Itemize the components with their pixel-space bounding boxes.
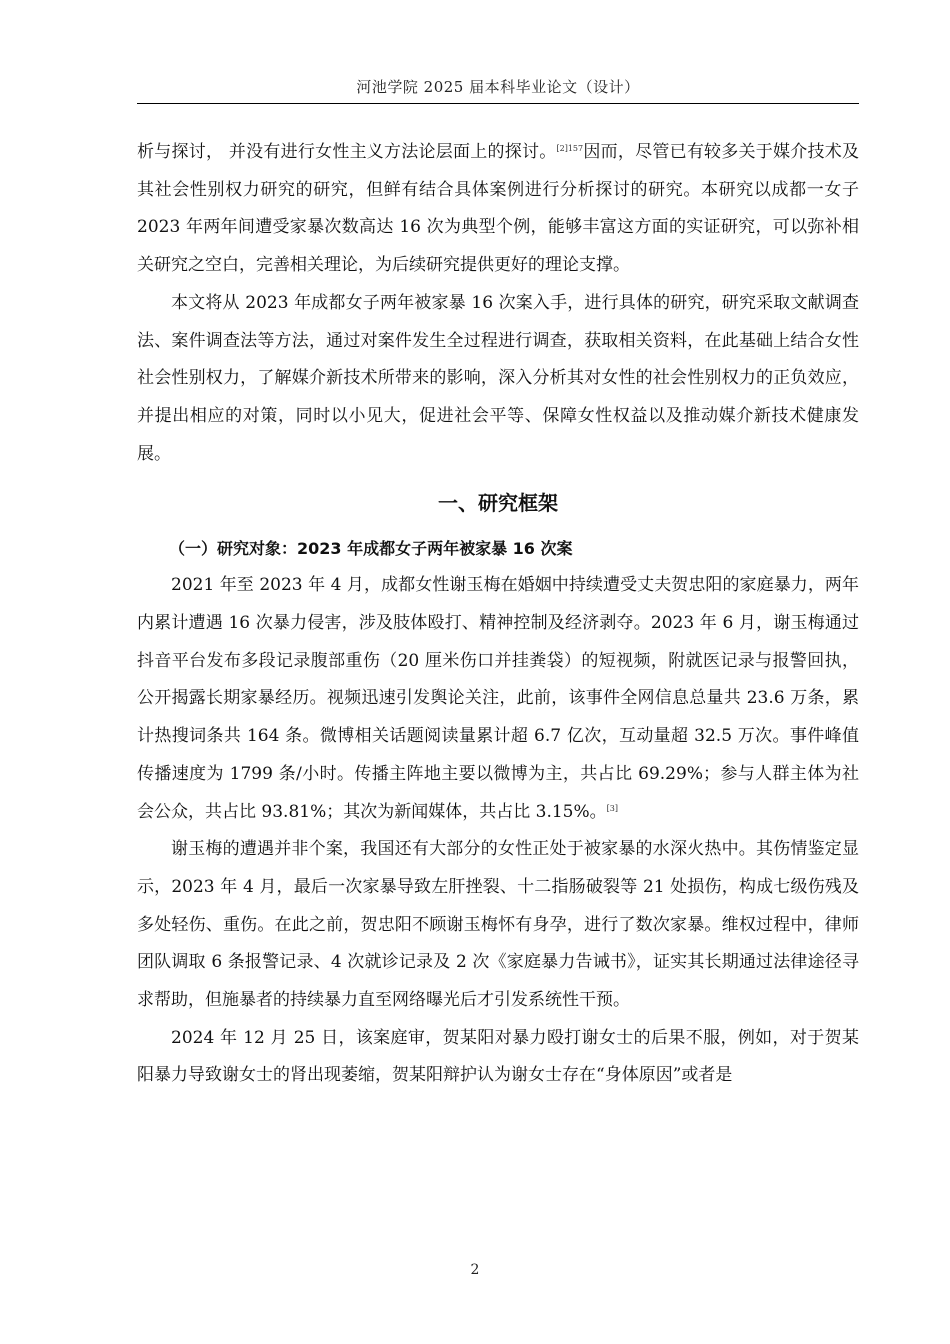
section-title: 一、研究框架	[438, 491, 558, 516]
citation-2-157: [2]157	[556, 144, 584, 153]
subsection-title: （一）研究对象：2023 年成都女子两年被家暴 16 次案	[169, 539, 573, 559]
paragraph-3-text: 2021 年至 2023 年 4 月，成都女性谢玉梅在婚姻中持续遭受丈夫贺忠阳的家庭暴力，两年内累计遭遇 16 次暴力侵害，涉及肢体殴打、精神控制及经济剥夺。2023 年 6 月，谢玉梅通过抖音平台发布多段记录腹部重伤（20 厘米伤口并挂粪袋）的短视频，附就医记录与报警回执，公开揭露长期家暴经历。视频迅速引发舆论关注，此前，该事件全网信息总量共 23.6 万条，累计热搜词条共 164 条。微博相关话题阅读量累计超 6.7 亿次，互动量超 32.5 万次。事件峰值传播速度为 1799 条/小时。传播主阵地主要以微博为主，共占比 69.29%；参与人群主体为社会公众，共占比 93.81%；其次为新闻媒体，共占比 3.15%。	[137, 575, 859, 822]
paragraph-3	[137, 567, 859, 831]
page-number: 2	[470, 1262, 480, 1278]
paragraph-5: 2024 年 12 月 25 日，该案庭审，贺某阳对暴力殴打谢女士的后果不服，例如，对于贺某阳暴力导致谢女士的肾出现萎缩，贺某阳辩护认为谢女士存在“身体原因”或者是	[137, 1027, 859, 1086]
paragraph-1-text-a: 析与探讨， 并没有进行女性主义方法论层面上的探讨。	[137, 142, 557, 162]
paragraph-1-text-b: 因而，尽管已有较多关于媒介技术及其社会性别权力研究的研究，但鲜有结合具体案例进行分析探讨的研究。本研究以成都一女子 2023 年两年间遭受家暴次数高达 16 次为典型个例，能够丰富这方面的实证研究，可以弥补相关研究之空白，完善相关理论，为后续研究提供更好的理论支撑。	[137, 142, 860, 276]
running-header: 河池学院 2025 届本科毕业论文（设计）	[356, 78, 640, 96]
paragraph-4: 谢玉梅的遭遇并非个案，我国还有大部分的女性正处于被家暴的水深火热中。其伤情鉴定显示，2023 年 4 月，最后一次家暴导致左肝挫裂、十二指肠破裂等 21 处损伤，构成七级伤残及多处轻伤、重伤。在此之前，贺忠阳不顾谢玉梅怀有身孕，进行了数次家暴。维权过程中，律师团队调取 6 条报警记录、4 次就诊记录及 2 次《家庭暴力告诫书》，证实其长期通过法律途径寻求帮助，但施暴者的持续暴力直至网络曝光后才引发系统性干预。	[137, 839, 859, 1011]
paragraph-1	[137, 134, 859, 285]
body-text	[137, 134, 859, 1095]
header-rule	[137, 103, 859, 104]
paragraph-2: 本文将从 2023 年成都女子两年被家暴 16 次案入手，进行具体的研究，研究采取文献调查法、案件调查法等方法，通过对案件发生全过程进行调查，获取相关资料，在此基础上结合女性社会性别权力，了解媒介新技术所带来的影响，深入分析其对女性的社会性别权力的正负效应，并提出相应的对策，同时以小见大，促进社会平等、保障女性权益以及推动媒介新技术健康发展。	[137, 292, 859, 464]
citation-3: [3]	[606, 803, 618, 813]
